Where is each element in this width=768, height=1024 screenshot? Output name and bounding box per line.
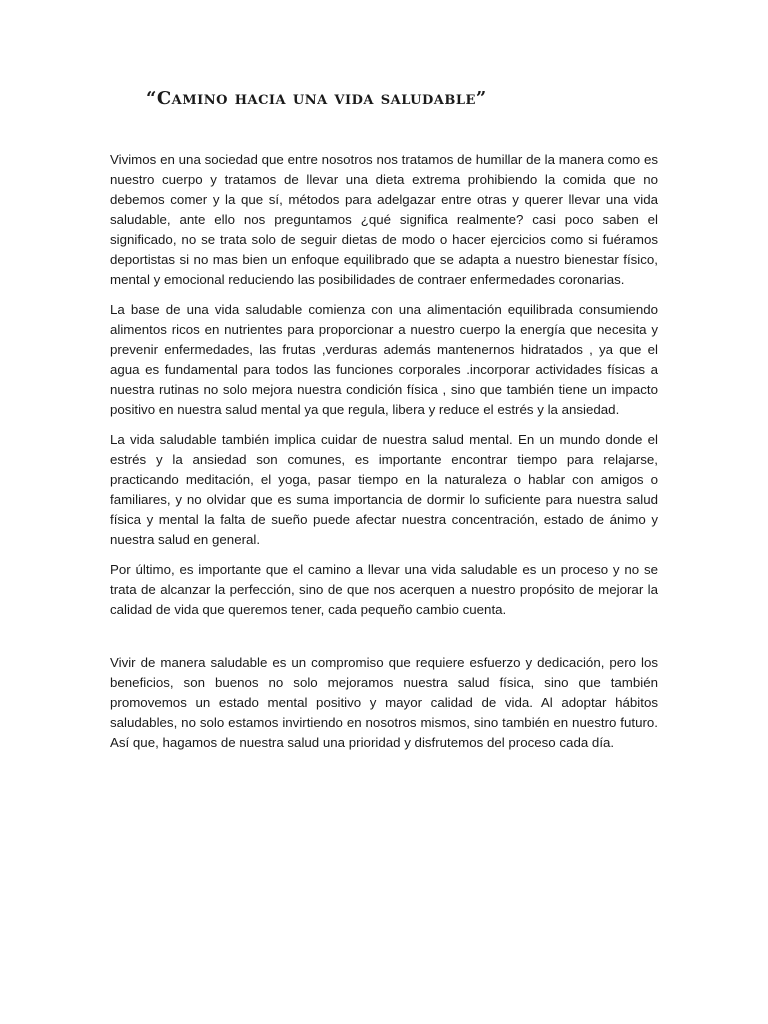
document-body [110,150,658,763]
paragraph-intro: Vivimos en una sociedad que entre nosotros nos tratamos de humillar de la manera como es nuestro cuerpo y tratamos de llevar una dieta extrema prohibiendo la comida que no debemos comer y la que sí, métodos para adelgazar entre otras y querer llevar una vida saludable, ante ello nos preguntamos ¿qué significa realmente? casi poco saben el significado, no se trata solo de seguir dietas de modo o hacer ejercicios como si fuéramos deportistas si no mas bien un enfoque equilibrado que se adapta a nuestro bienestar físico, mental y emocional reduciendo las posibilidades de contraer enfermedades coronarias. [110,152,658,287]
paragraph-nutrition: La base de una vida saludable comienza con una alimentación equilibrada consumiendo alimentos ricos en nutrientes para proporcionar a nuestro cuerpo la energía que necesita y prevenir enfermedades, las frutas ,verduras además mantenernos hidratados , ya que el agua es fundamental para todos las funciones corporales .incorporar actividades físicas a nuestra rutinas no solo mejora nuestra condición física , sino que también tiene un impacto positivo en nuestra salud mental ya que regula, libera y reduce el estrés y la ansiedad. [110,302,658,417]
paragraph-process: Por último, es importante que el camino a llevar una vida saludable es un proceso y no se trata de alcanzar la perfección, sino de que nos acerquen a nuestro propósito de mejorar la calidad de vida que queremos tener, cada pequeño cambio cuenta. [110,562,658,617]
document-title: “Camino hacia una vida saludable” [146,88,487,109]
paragraph-mental-health: La vida saludable también implica cuidar de nuestra salud mental. En un mundo donde el estrés y la ansiedad son comunes, es importante encontrar tiempo para relajarse, practicando meditación, el yoga, pasar tiempo en la naturaleza o hablar con amigos o familiares, y no olvidar que es suma importancia de dormir lo suficiente para nuestra salud física y mental la falta de sueño puede afectar nuestra concentración, estado de ánimo y nuestra salud en general. [110,432,658,547]
paragraph-conclusion: Vivir de manera saludable es un compromiso que requiere esfuerzo y dedicación, pero los beneficios, son buenos no solo mejoramos nuestra salud física, sino que también promovemos un estado mental positivo y mayor calidad de vida. Al adoptar hábitos saludables, no solo estamos invirtiendo en nosotros mismos, sino también en nuestro futuro. Así que, hagamos de nuestra salud una prioridad y disfrutemos del proceso cada día. [110,655,658,750]
